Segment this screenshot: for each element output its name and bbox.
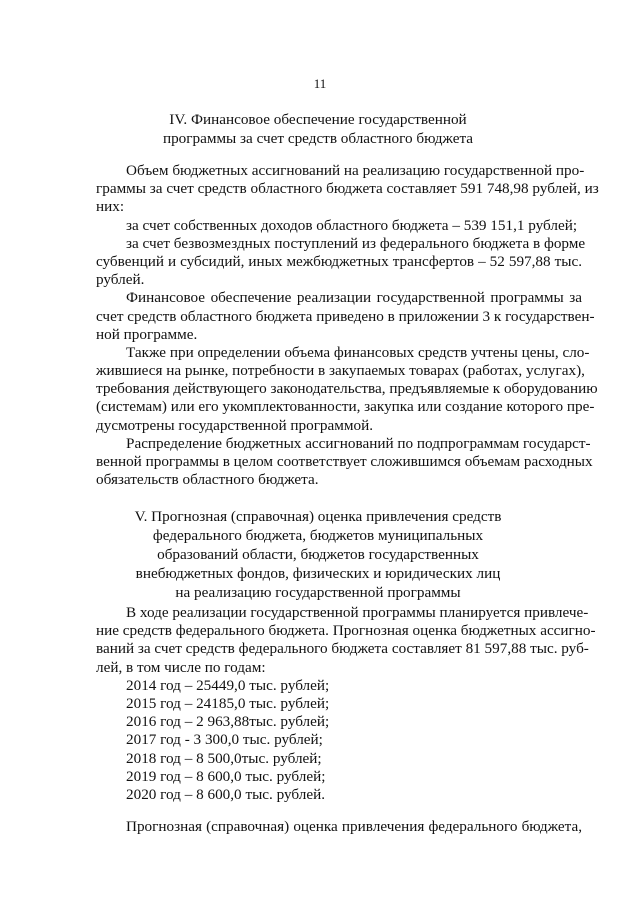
text-line: жившиеся на рынке, потребности в закупаемых товарах (работах, услугах), — [96, 362, 585, 380]
section-5-heading — [96, 507, 540, 602]
year-line: 2019 год – 8 600,0 тыс. рублей; — [126, 767, 326, 785]
text-line: ние средств федерального бюджета. Прогнозная оценка бюджетных ассигно- — [96, 622, 596, 640]
text-line: субвенций и субсидий, иных межбюджетных трансфертов – 52 597,88 тыс. — [96, 252, 582, 270]
text-line: В ходе реализации государственной программы планируется привлече- — [126, 604, 589, 621]
section-5-body — [96, 604, 596, 804]
text-line: Финансовое обеспечение реализации государственной программы за — [126, 289, 582, 307]
page-number: 11 — [313, 76, 327, 91]
text-line: за счет безвозмездных поступлений из федерального бюджета в форме — [126, 234, 586, 252]
section-5-heading-line: внебюджетных фондов, физических и юридических лиц — [135, 565, 501, 582]
section-4-heading-line: программы за счет средств областного бюджета — [162, 130, 474, 147]
year-line: 2018 год – 8 500,0тыс. рублей; — [126, 749, 322, 767]
text-line: них: — [96, 198, 125, 216]
section-4-heading — [96, 110, 540, 148]
section-5-heading-line: V. Прогнозная (справочная) оценка привлечения средств — [134, 508, 502, 525]
text-line: лей, в том числе по годам: — [96, 658, 266, 676]
text-line: за счет собственных доходов областного бюджета – 539 151,1 рублей; — [126, 216, 578, 234]
text-line: (системам) или его укомплектованности, закупка или создание которого пре- — [96, 398, 595, 416]
section-5-heading-line: образований области, бюджетов государственных — [157, 546, 479, 563]
text-line: рублей. — [96, 271, 145, 289]
year-line: 2017 год - 3 300,0 тыс. рублей; — [126, 731, 323, 749]
text-line: ваний за счет средств федерального бюджета составляет 81 597,88 тыс. руб- — [96, 640, 589, 658]
text-line: ной программе. — [96, 325, 198, 343]
section-4-heading-line: IV. Финансовое обеспечение государственной — [169, 111, 467, 128]
text-line: счет средств областного бюджета приведено в приложении 3 к государствен- — [96, 307, 595, 325]
text-line: венной программы в целом соответствует сложившимся объемам расходных — [96, 453, 593, 470]
text-line: дусмотрены государственной программой. — [96, 416, 374, 434]
year-line: 2016 год – 2 963,88тыс. рублей; — [126, 713, 330, 731]
section-5-heading-line: на реализацию государственной программы — [175, 584, 461, 601]
text-line: Прогнозная (справочная) оценка привлечения федерального бюджета, — [126, 818, 582, 835]
text-line: обязательств областного бюджета. — [96, 471, 319, 489]
text-line: требования действующего законодательства, предъявляемые к оборудованию — [96, 380, 598, 398]
year-line: 2020 год – 8 600,0 тыс. рублей. — [126, 785, 326, 803]
year-line: 2014 год – 25449,0 тыс. рублей; — [126, 676, 330, 694]
section-5-final-paragraph — [96, 818, 582, 836]
section-4-body — [96, 162, 599, 489]
text-line: Также при определении объема финансовых средств учтены цены, сло- — [126, 343, 590, 361]
text-line: Объем бюджетных ассигнований на реализацию государственной про- — [126, 162, 585, 179]
section-5-heading-line: федерального бюджета, бюджетов муниципальных — [152, 527, 484, 544]
text-line: Распределение бюджетных ассигнований по подпрограммам государст- — [126, 434, 591, 452]
text-line: граммы за счет средств областного бюджета составляет 591 748,98 рублей, из — [96, 180, 599, 198]
year-line: 2015 год – 24185,0 тыс. рублей; — [126, 694, 330, 712]
